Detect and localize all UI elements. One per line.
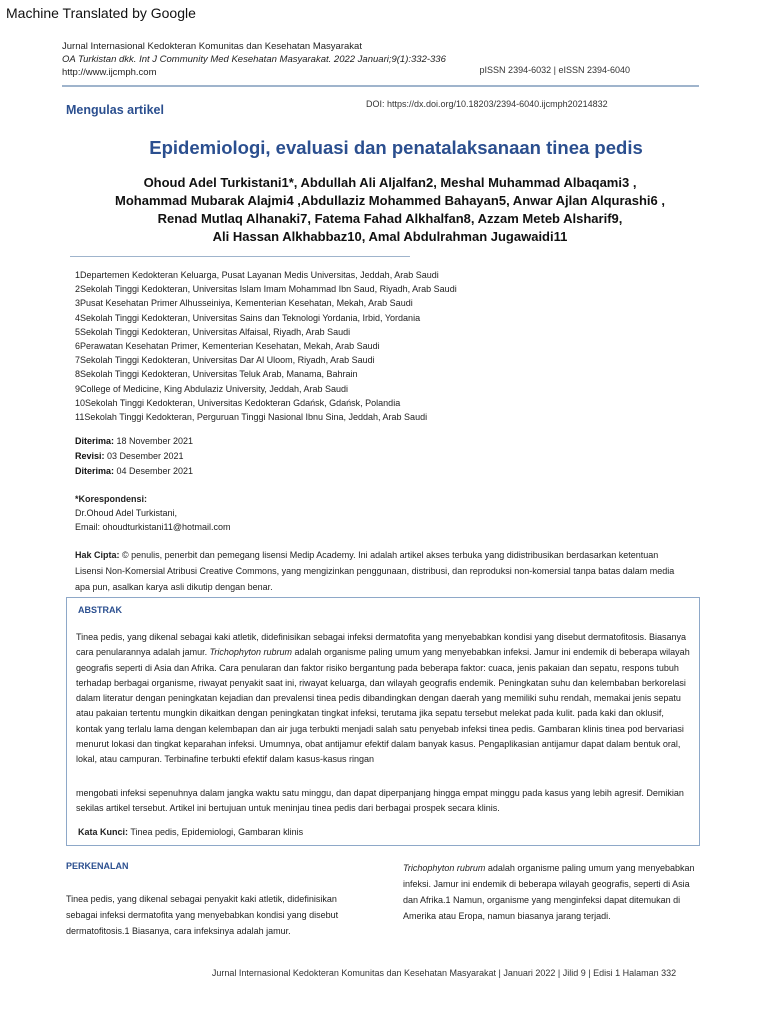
affiliation-item: 1Departemen Kedokteran Keluarga, Pusat Layanan Medis Universitas, Jeddah, Arab Saudi bbox=[75, 270, 439, 280]
correspondence-name: Dr.Ohoud Adel Turkistani, bbox=[75, 508, 178, 518]
copyright-label: Hak Cipta: bbox=[75, 550, 120, 560]
author-line: Renad Mutlaq Alhanaki7, Fatema Fahad Alkhalfan8, Azzam Meteb Alsharif9, bbox=[157, 211, 623, 226]
article-title: Epidemiologi, evaluasi dan penatalaksanaan tinea pedis bbox=[149, 137, 643, 158]
intro-heading: PERKENALAN bbox=[66, 861, 129, 871]
intro-left-column: Tinea pedis, yang dikenal sebagai penyakit kaki atletik, didefinisikan sebagai infeksi dermatofita yang menyebabkan kondisi yang disebut dermatofitosis.1 Biasanya, cara infeksinya adalah jamur. bbox=[66, 894, 339, 936]
affiliation-item: 8Sekolah Tinggi Kedokteran, Universitas Teluk Arab, Manama, Bahrain bbox=[75, 369, 358, 380]
affiliation-item: 11Sekolah Tinggi Kedokteran, Perguruan Tinggi Nasional Ibnu Sina, Jeddah, Arab Saudi bbox=[75, 412, 428, 423]
keywords-text: Tinea pedis, Epidemiologi, Gambaran klinis bbox=[128, 827, 304, 837]
author-line: Mohammad Mubarak Alajmi4 ,Abdullaziz Mohammed Bahayan5, Anwar Ajlan Alqurashi6 , bbox=[115, 193, 665, 208]
abstract-body-continued: mengobati infeksi sepenuhnya dalam jangka waktu satu minggu, dan dapat diperpanjang hingga empat minggu pada kasus yang lebih agresif. Demikian sekilas artikel tersebut. Artikel ini bertujuan untuk meninjau tinea pedis dari berbagai prospek secara klinis. bbox=[76, 788, 684, 814]
abstract-body: Tinea pedis, yang dikenal sebagai kaki atletik, didefinisikan sebagai infeksi dermatofita yang menyebabkan kondisi yang disebut dermatofitosis. Biasanya cara penularannya adalah jamur. Trichophyton rubrum adalah organisme paling umum yang menyebabkan infeksi. Jamur ini endemik di beberapa wilayah geografis seperti di Asia dan Afrika. Cara penularan dan faktor risiko bergantung pada beberapa faktor: cuaca, jenis pakaian dan sepatu, respons tubuh terhadap berbagai organisme, riwayat penyakit saat ini, riwayat keluarga, dan wilayah geografis endemik. Peningkatan suhu dan kelembaban berkorelasi dalam literatur dengan peningkatan kejadian dan prevalensi tinea pedis dibandingkan dengan daerah yang memiliki suhu rendah, memakai jenis sepatu atau pakaian tertentu mungkin dikaitkan dengan peningkatan tingkat infeksi, terutama jika sepatu tersebut melekat pada kulit. pada kaki dan oklusif, kontak yang terlalu lama dengan kelembapan dan air juga terbukti menjadi salah satu penyebab infeksi tinea pedis. Gambaran klinis tinea pod bervariasi menurut lokasi dan tingkat keparahan infeksi. Umumnya, obat antijamur efektif dalam banyak kasus. Pengaplikasian antijamur dapat dalam bentuk oral, lokal, atau campuran. Terbinafine terbukti efektif dalam kasus-kasus ringan bbox=[76, 632, 690, 765]
affiliation-item: 4Sekolah Tinggi Kedokteran, Universitas Sains dan Teknologi Yordania, Irbid, Yordania bbox=[75, 312, 421, 323]
keywords-label: Kata Kunci: bbox=[78, 827, 129, 837]
affiliation-divider bbox=[70, 256, 410, 257]
received-date: Diterima: 18 November 2021 bbox=[75, 436, 194, 446]
issn-line: pISSN 2394-6032 | eISSN 2394-6040 bbox=[479, 65, 630, 75]
journal-name: Jurnal Internasional Kedokteran Komunitas dan Kesehatan Masyarakat bbox=[62, 41, 362, 52]
copyright-text: © penulis, penerbit dan pemegang lisensi Medip Academy. Ini adalah artikel akses terbuka yang didistribusikan berdasarkan ketentuan Lisensi Non-Komersial Atribusi Creative Commons, yang mengizinkan penggunaan, distribusi, dan reproduksi non-komersial tanpa batas dalam media apa pun, asalkan karya asli dikutip dengan benar. bbox=[75, 550, 675, 592]
abstract-heading: ABSTRAK bbox=[78, 605, 122, 615]
article-dates bbox=[75, 434, 193, 479]
correspondence-email[interactable]: Email: ohoudturkistani11@hotmail.com bbox=[75, 522, 231, 532]
affiliation-item: 9College of Medicine, King Abdulaziz University, Jeddah, Arab Saudi bbox=[75, 383, 348, 394]
article-type: Mengulas artikel bbox=[66, 103, 164, 117]
author-line: Ali Hassan Alkhabbaz10, Amal Abdulrahman Jugawaidi11 bbox=[212, 229, 568, 244]
journal-citation: OA Turkistan dkk. Int J Community Med Kesehatan Masyarakat. 2022 Januari;9(1):332-336 bbox=[62, 54, 446, 65]
journal-header bbox=[62, 40, 446, 79]
journal-url[interactable]: http://www.ijcmph.com bbox=[62, 67, 157, 78]
affiliation-item: 5Sekolah Tinggi Kedokteran, Universitas Alfaisal, Riyadh, Arab Saudi bbox=[75, 326, 351, 337]
copyright-notice bbox=[75, 547, 685, 595]
affiliation-item: 6Perawatan Kesehatan Primer, Kementerian Kesehatan, Mekah, Arab Saudi bbox=[75, 341, 380, 352]
header-divider bbox=[62, 85, 699, 87]
correspondence bbox=[75, 492, 231, 534]
keywords bbox=[78, 827, 303, 837]
revised-date: Revisi: 03 Desember 2021 bbox=[75, 451, 184, 461]
doi-link[interactable]: DOI: https://dx.doi.org/10.18203/2394-6040.ijcmph20214832 bbox=[366, 99, 608, 109]
affiliation-list bbox=[75, 268, 457, 424]
intro-right-column: Trichophyton rubrum adalah organisme paling umum yang menyebabkan infeksi. Jamur ini endemik di beberapa wilayah geografis, seperti di Asia dan Afrika.1 Namun, organisme yang menginfeksi dapat ditemukan di Amerika atau Eropa, namun biasanya jarang terjadi. bbox=[403, 863, 695, 921]
accepted-date: Diterima: 04 Desember 2021 bbox=[75, 466, 194, 476]
author-line: Ohoud Adel Turkistani1*, Abdullah Ali Aljalfan2, Meshal Muhammad Albaqami3 , bbox=[143, 175, 637, 190]
affiliation-item: 10Sekolah Tinggi Kedokteran, Universitas Kedokteran Gdańsk, Gdańsk, Polandia bbox=[75, 397, 401, 408]
affiliation-item: 2Sekolah Tinggi Kedokteran, Universitas Islam Imam Mohammad Ibn Saud, Riyadh, Arab Saudi bbox=[75, 284, 457, 295]
affiliation-item: 7Sekolah Tinggi Kedokteran, Universitas Dar Al Uloom, Riyadh, Arab Saudi bbox=[75, 355, 375, 366]
affiliation-item: 3Pusat Kesehatan Primer Alhusseiniya, Kementerian Kesehatan, Mekah, Arab Saudi bbox=[75, 298, 413, 309]
page-footer: Jurnal Internasional Kedokteran Komunitas dan Kesehatan Masyarakat | Januari 2022 | Jilid 9 | Edisi 1 Halaman 332 bbox=[211, 968, 677, 978]
author-list bbox=[60, 174, 720, 246]
correspondence-label: *Korespondensi: bbox=[75, 494, 148, 504]
machine-translated-banner: Machine Translated by Google bbox=[6, 5, 196, 21]
